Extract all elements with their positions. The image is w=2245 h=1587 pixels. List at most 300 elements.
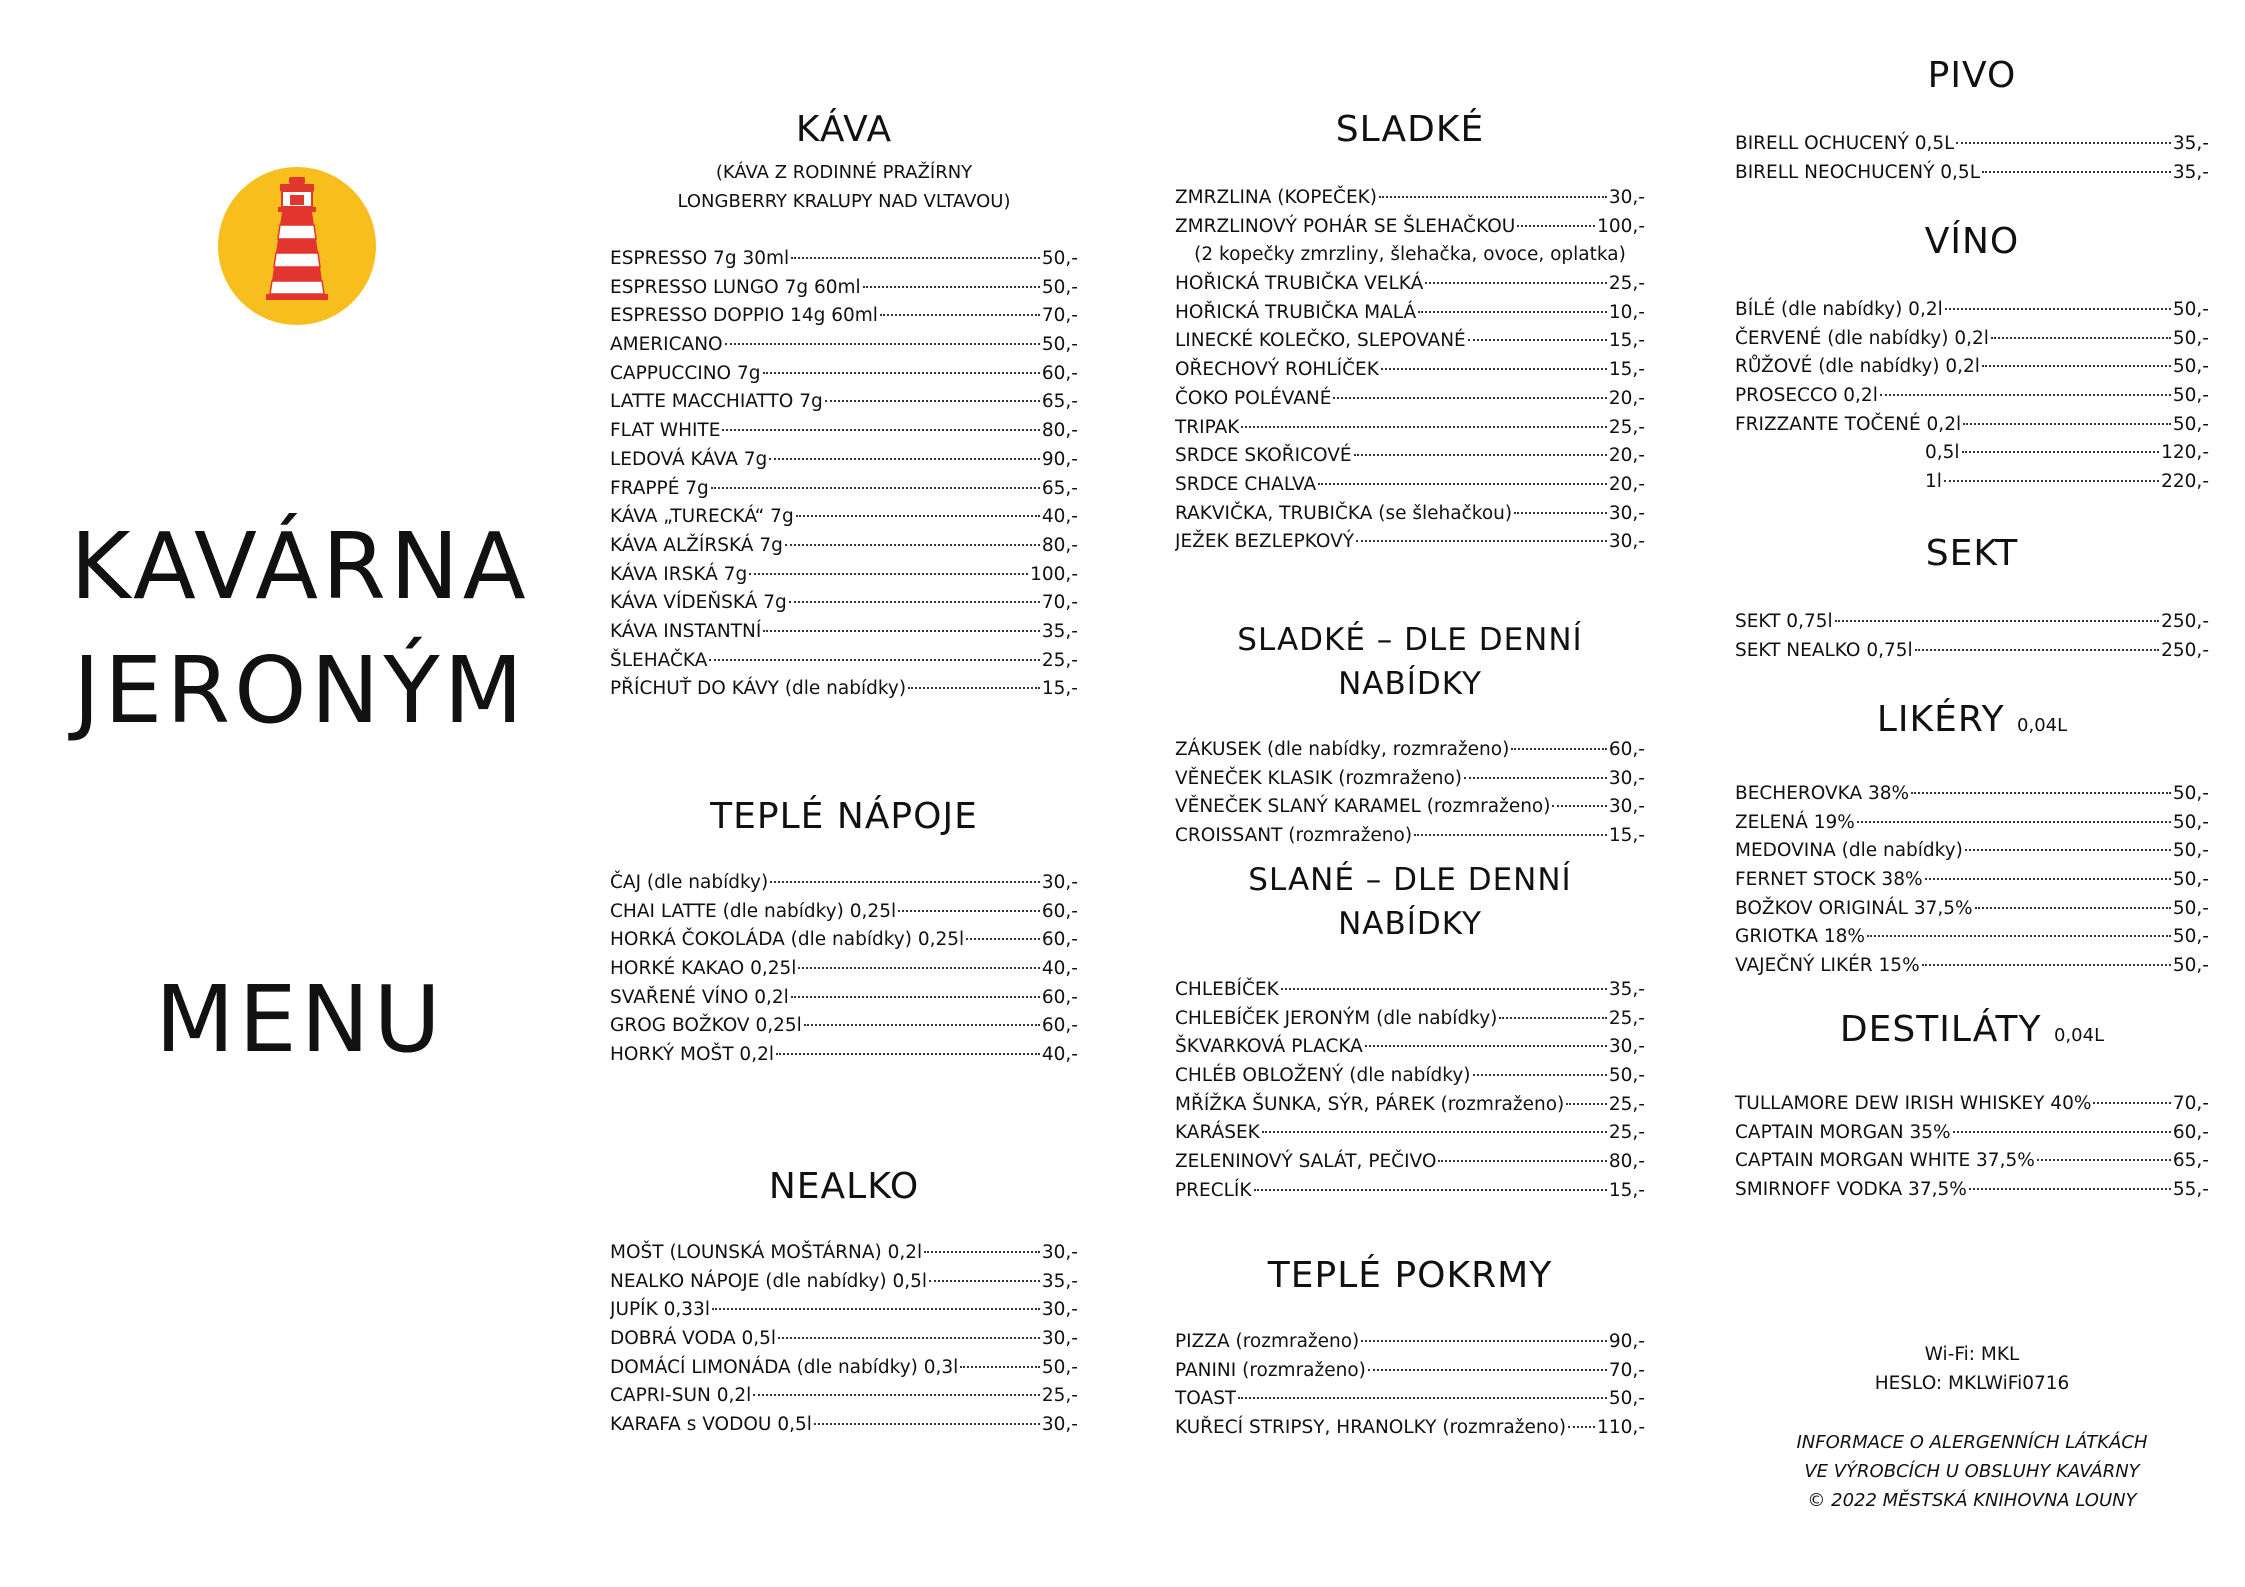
item-list <box>1735 780 2209 981</box>
menu-item <box>1175 385 1645 414</box>
item-price: 15,- <box>1041 678 1078 700</box>
dot-leader <box>1418 311 1607 313</box>
section-title: TEPLÉ POKRMY <box>1267 1255 1553 1296</box>
menu-item <box>1175 442 1645 471</box>
item-name: HORKÝ MOŠT 0,2l <box>610 1044 774 1066</box>
cafe-name-line2: JERONÝM <box>73 637 527 744</box>
dot-leader <box>1379 196 1607 198</box>
menu-item <box>610 1411 1078 1440</box>
item-price: 30,- <box>1041 1242 1078 1263</box>
menu-heading: MENU <box>155 966 445 1073</box>
dot-leader <box>1511 748 1607 750</box>
menu-item <box>1735 637 2209 666</box>
section-sladke-denni <box>1175 618 1645 851</box>
menu-item <box>610 532 1078 561</box>
menu-item <box>1175 1062 1645 1091</box>
item-price: 80,- <box>1041 420 1078 442</box>
item-list <box>1735 130 2209 187</box>
dot-leader <box>1975 907 2171 909</box>
item-price: 20,- <box>1608 387 1645 409</box>
menu-item <box>610 1354 1078 1383</box>
item-price: 50,- <box>2172 811 2209 833</box>
dot-leader <box>966 938 1040 940</box>
dot-leader <box>1425 282 1607 284</box>
item-price: 30,- <box>1608 531 1645 553</box>
copyright: © 2022 MĚSTSKÁ KNIHOVNA LOUNY <box>1807 1490 2137 1511</box>
menu-item <box>1175 528 1645 557</box>
item-name: TOAST <box>1175 1388 1237 1410</box>
section-title: VÍNO <box>1924 221 2020 262</box>
section-title: PIVO <box>1927 55 2017 96</box>
menu-item <box>610 1382 1078 1411</box>
menu-item <box>610 417 1078 446</box>
dot-leader <box>798 967 1039 969</box>
menu-item <box>610 475 1078 504</box>
dot-leader <box>1953 1131 2171 1133</box>
item-price: 50,- <box>1608 1388 1645 1410</box>
item-name: CROISSANT (rozmraženo) <box>1175 825 1413 847</box>
item-name: ČERVENÉ (dle nabídky) 0,2l <box>1735 327 1989 349</box>
item-name: ŠKVARKOVÁ PLACKA <box>1175 1036 1363 1058</box>
item-list <box>1175 736 1645 851</box>
menu-item <box>1735 382 2209 411</box>
menu-item <box>1735 1119 2209 1148</box>
item-price: 120,- <box>2161 442 2209 464</box>
section-title <box>1735 1008 2209 1058</box>
dot-leader <box>1281 988 1607 990</box>
item-name: BÍLÉ (dle nabídky) 0,2l <box>1735 299 1943 320</box>
item-price: 70,- <box>1608 1359 1645 1381</box>
dot-leader <box>1468 339 1607 341</box>
item-name: KÁVA „TURECKÁ“ 7g <box>610 506 794 528</box>
item-price: 250,- <box>2161 639 2209 661</box>
dot-leader <box>863 286 1040 288</box>
menu-item <box>1735 353 2209 382</box>
dot-leader <box>1925 878 2171 880</box>
dot-leader <box>1356 540 1607 542</box>
item-price: 65,- <box>2172 1150 2209 1172</box>
item-name: DOMÁCÍ LIMONÁDA (dle nabídky) 0,3l <box>610 1356 959 1378</box>
item-price: 20,- <box>1608 445 1645 467</box>
item-price: 25,- <box>1608 273 1645 295</box>
item-name: HOŘICKÁ TRUBIČKA VELKÁ <box>1175 273 1424 295</box>
dot-leader <box>749 573 1028 575</box>
item-name: PIZZA (rozmraženo) <box>1175 1331 1360 1352</box>
menu-item <box>1175 1005 1645 1034</box>
section-sladke <box>1175 108 1645 557</box>
item-name: CAPTAIN MORGAN 35% <box>1735 1121 1951 1143</box>
dot-leader <box>1956 142 2170 144</box>
item-name: PŘÍCHUŤ DO KÁVY (dle nabídky) <box>610 678 907 700</box>
menu-item <box>610 1012 1078 1041</box>
item-name: GROG BOŽKOV 0,25l <box>610 1015 802 1037</box>
wifi-password: HESLO: MKLWiFi0716 <box>1874 1373 2070 1394</box>
menu-item <box>1175 1148 1645 1177</box>
item-name: KARÁSEK <box>1175 1122 1260 1144</box>
menu-item <box>1175 822 1645 851</box>
dot-leader <box>1982 365 2171 367</box>
item-name: VAJEČNÝ LIKÉR 15% <box>1735 955 1920 977</box>
item-price: 25,- <box>1608 416 1645 438</box>
dot-leader <box>1867 935 2171 937</box>
item-name: RAKVIČKA, TRUBIČKA (se šlehačkou) <box>1175 502 1513 524</box>
item-price: 110,- <box>1597 1417 1645 1439</box>
menu-item <box>610 589 1078 618</box>
menu-item <box>1175 976 1645 1005</box>
item-name: BOŽKOV ORIGINÁL 37,5% <box>1735 897 1973 919</box>
menu-item <box>1175 1177 1645 1206</box>
wifi-network: Wi-Fi: MKL <box>1924 1344 2020 1365</box>
menu-item <box>1175 184 1645 213</box>
item-name: LATTE MACCHIATTO 7g <box>610 391 823 413</box>
section-note <box>610 158 1078 216</box>
menu-item <box>610 1239 1078 1268</box>
item-list <box>1175 976 1645 1206</box>
menu-item <box>610 926 1078 955</box>
item-name: CHAI LATTE (dle nabídky) 0,25l <box>610 900 897 922</box>
item-name: MOŠT (LOUNSKÁ MOŠTÁRNA) 0,2l <box>610 1242 923 1263</box>
item-list <box>610 869 1078 1070</box>
section-title: SLADKÉ – DLE DENNÍ NABÍDKY <box>1237 622 1583 702</box>
dot-leader <box>1991 337 2171 339</box>
dot-leader <box>1922 964 2171 966</box>
item-name: ČAJ (dle nabídky) <box>610 872 769 893</box>
menu-item <box>610 1268 1078 1297</box>
dot-leader <box>960 1366 1040 1368</box>
menu-item <box>1175 299 1645 328</box>
menu-item <box>1175 765 1645 794</box>
dot-leader <box>825 400 1040 402</box>
item-price: 60,- <box>1041 929 1078 951</box>
item-list <box>1735 608 2209 665</box>
section-teple-napoje <box>610 795 1078 1070</box>
item-list <box>1735 1090 2209 1205</box>
dot-leader <box>1414 834 1607 836</box>
menu-item <box>1735 866 2209 895</box>
menu-item <box>610 618 1078 647</box>
item-price: 65,- <box>1041 477 1078 499</box>
item-price: 30,- <box>1041 1299 1078 1321</box>
footer-line: INFORMACE O ALERGENNÍCH LÁTKÁCH <box>1796 1432 2148 1453</box>
item-price: 50,- <box>1041 248 1078 269</box>
item-list <box>610 245 1078 704</box>
item-price: 50,- <box>1041 334 1078 356</box>
menu-item <box>1175 1385 1645 1414</box>
item-price: 30,- <box>1041 1328 1078 1350</box>
menu-item <box>610 869 1078 898</box>
footer-line: VE VÝROBCÍCH U OBSLUHY KAVÁRNY <box>1804 1461 2140 1482</box>
menu-item <box>610 245 1078 274</box>
item-name: PROSECCO 0,2l <box>1735 385 1878 407</box>
item-name: BIRELL NEOCHUCENÝ 0,5L <box>1735 161 1980 183</box>
item-name: ZELENINOVÝ SALÁT, PEČIVO <box>1175 1151 1437 1173</box>
dot-leader <box>1514 512 1607 514</box>
item-name: KUŘECÍ STRIPSY, HRANOLKY (rozmraženo) <box>1175 1417 1567 1439</box>
item-name: HORKÉ KAKAO 0,25l <box>610 958 797 980</box>
dot-leader <box>776 1053 1040 1055</box>
item-name: FRAPPÉ 7g <box>610 477 709 499</box>
menu-item <box>1735 952 2209 981</box>
item-name: PANINI (rozmraženo) <box>1175 1359 1366 1381</box>
item-price: 25,- <box>1041 1385 1078 1407</box>
menu-item <box>1735 809 2209 838</box>
menu-item <box>1735 837 2209 866</box>
menu-item <box>1175 414 1645 443</box>
dot-leader <box>924 1251 1040 1253</box>
dot-leader <box>1381 368 1607 370</box>
menu-item <box>1175 356 1645 385</box>
item-name: DOBRÁ VODA 0,5l <box>610 1328 777 1350</box>
item-price: 15,- <box>1608 1179 1645 1201</box>
dot-leader <box>1238 1397 1607 1399</box>
dot-leader <box>1361 1340 1607 1342</box>
item-price: 50,- <box>2172 783 2209 804</box>
item-name: CHLÉB OBLOŽENÝ (dle nabídky) <box>1175 1065 1471 1087</box>
item-price: 50,- <box>1041 1356 1078 1378</box>
menu-item <box>1735 439 2209 468</box>
item-price: 35,- <box>1608 979 1645 1000</box>
menu-item <box>1735 895 2209 924</box>
item-price: 100,- <box>1030 563 1078 585</box>
dot-leader <box>1969 1188 2171 1190</box>
item-name: ZÁKUSEK (dle nabídky, rozmraženo) <box>1175 739 1510 760</box>
item-name: ZMRZLINOVÝ POHÁR SE ŠLEHAČKOU <box>1175 215 1516 237</box>
dot-leader <box>929 1280 1040 1282</box>
item-price: 50,- <box>1041 276 1078 298</box>
item-name: CAPTAIN MORGAN WHITE 37,5% <box>1735 1150 2035 1172</box>
section-teple-pokrmy <box>1175 1254 1645 1443</box>
item-price: 15,- <box>1608 330 1645 352</box>
dot-leader <box>1473 1074 1607 1076</box>
menu-item <box>1175 500 1645 529</box>
item-price: 40,- <box>1041 958 1078 980</box>
item-name: MŘÍŽKA ŠUNKA, SÝR, PÁREK (rozmraženo) <box>1175 1093 1565 1115</box>
item-price: 30,- <box>1608 767 1645 789</box>
item-name: VĚNEČEK KLASIK (rozmraženo) <box>1175 767 1462 789</box>
menu-item <box>1175 736 1645 765</box>
dot-leader <box>763 372 1040 374</box>
section-slane-denni <box>1175 858 1645 1206</box>
item-name: KÁVA IRSKÁ 7g <box>610 563 748 585</box>
dot-leader <box>1438 1160 1606 1162</box>
menu-item <box>1735 325 2209 354</box>
note-line: LONGBERRY KRALUPY NAD VLTAVOU) <box>677 191 1011 212</box>
dot-leader <box>1880 394 2171 396</box>
item-name: FLAT WHITE <box>610 420 721 442</box>
dot-leader <box>1517 225 1595 227</box>
item-name: ZMRZLINA (KOPEČEK) <box>1175 187 1378 208</box>
dot-leader <box>1945 308 2171 310</box>
item-name: KÁVA VÍDEŇSKÁ 7g <box>610 592 787 614</box>
section-title: SLADKÉ <box>1335 109 1485 150</box>
section-title: TEPLÉ NÁPOJE <box>710 796 978 837</box>
item-price: 60,- <box>1041 362 1078 384</box>
item-price: 50,- <box>2172 356 2209 378</box>
section-nealko <box>610 1165 1078 1440</box>
menu-item <box>1735 411 2209 440</box>
item-price: 50,- <box>2172 926 2209 948</box>
item-price: 50,- <box>2172 955 2209 977</box>
dot-leader <box>1944 480 2159 482</box>
item-name: SRDCE CHALVA <box>1175 473 1317 495</box>
item-price: 25,- <box>1608 1122 1645 1144</box>
item-list <box>610 1239 1078 1440</box>
section-title-unit: 0,04L <box>2017 715 2068 736</box>
item-price: 35,- <box>1041 1270 1078 1292</box>
item-name: HOŘICKÁ TRUBIČKA MALÁ <box>1175 301 1417 323</box>
item-price: 25,- <box>1608 1007 1645 1029</box>
item-price: 30,- <box>1041 1414 1078 1436</box>
menu-item <box>1175 1414 1645 1443</box>
item-price: 80,- <box>1041 534 1078 556</box>
section-title: KÁVA <box>795 109 893 150</box>
item-name: SRDCE SKOŘICOVÉ <box>1175 445 1352 467</box>
dot-leader <box>712 1308 1040 1310</box>
item-price: 50,- <box>1608 1065 1645 1087</box>
item-name: ZELENÁ 19% <box>1735 811 1855 833</box>
item-price: 60,- <box>1041 900 1078 922</box>
menu-item <box>610 446 1078 475</box>
item-price: 35,- <box>1041 620 1078 642</box>
item-name: JUPÍK 0,33l <box>610 1299 710 1321</box>
menu-item <box>1735 1176 2209 1205</box>
menu-item <box>1735 159 2209 188</box>
dot-leader <box>709 659 1040 661</box>
dot-leader <box>1464 777 1607 779</box>
item-price: 40,- <box>1041 1044 1078 1066</box>
menu-item <box>1175 1119 1645 1148</box>
item-name: VĚNEČEK SLANÝ KARAMEL (rozmraženo) <box>1175 796 1551 818</box>
dot-leader <box>1982 171 2171 173</box>
item-price: 35,- <box>2172 133 2209 154</box>
item-price: 30,- <box>1041 872 1078 893</box>
dot-leader <box>789 601 1040 603</box>
item-price: 70,- <box>1041 592 1078 614</box>
allergen-footer <box>1735 1428 2209 1515</box>
item-name: SVAŘENÉ VÍNO 0,2l <box>610 986 789 1008</box>
item-price: 10,- <box>1608 301 1645 323</box>
item-name: AMERICANO <box>610 334 723 356</box>
item-price: 15,- <box>1608 825 1645 847</box>
item-name: SMIRNOFF VODKA 37,5% <box>1735 1179 1967 1201</box>
dot-leader <box>1962 451 2160 453</box>
item-name: SEKT 0,75l <box>1735 611 1833 632</box>
cafe-name-line1: KAVÁRNA <box>70 513 530 620</box>
dot-leader <box>763 630 1040 632</box>
dot-leader <box>1835 620 2159 622</box>
item-name: PRECLÍK <box>1175 1179 1252 1201</box>
menu-item <box>1175 1357 1645 1386</box>
item-price: 25,- <box>1041 649 1078 671</box>
item-price: 50,- <box>2172 327 2209 349</box>
item-name: KÁVA INSTANTNÍ <box>610 620 762 642</box>
dot-leader <box>785 544 1040 546</box>
dot-leader <box>1857 821 2171 823</box>
dot-leader <box>1965 849 2171 851</box>
menu-item <box>1735 296 2209 325</box>
item-price: 15,- <box>1608 359 1645 381</box>
menu-item <box>1735 1090 2209 1119</box>
item-name: LINECKÉ KOLEČKO, SLEPOVANÉ <box>1175 330 1466 352</box>
dot-leader <box>769 458 1040 460</box>
item-price: 80,- <box>1608 1151 1645 1173</box>
item-name: GRIOTKA 18% <box>1735 926 1865 948</box>
menu-item <box>1735 780 2209 809</box>
section-title: NEALKO <box>768 1166 920 1207</box>
item-name: LEDOVÁ KÁVA 7g <box>610 448 768 470</box>
menu-item <box>1175 793 1645 822</box>
menu-item <box>610 302 1078 331</box>
menu-item <box>610 1041 1078 1070</box>
section-title-text: DESTILÁTY <box>1839 1009 2042 1050</box>
item-price: 40,- <box>1041 506 1078 528</box>
dot-leader <box>725 343 1040 345</box>
item-name: HORKÁ ČOKOLÁDA (dle nabídky) 0,25l <box>610 929 965 951</box>
item-name: 0,5l <box>1925 442 1960 464</box>
dot-leader <box>1262 1131 1607 1133</box>
menu-item <box>1175 1091 1645 1120</box>
menu-item <box>610 274 1078 303</box>
item-name: SEKT NEALKO 0,75l <box>1735 639 1913 661</box>
item-name: CAPRI-SUN 0,2l <box>610 1385 752 1407</box>
item-price: 50,- <box>2172 840 2209 862</box>
item-price: 20,- <box>1608 473 1645 495</box>
item-name: ESPRESSO 7g 30ml <box>610 248 790 269</box>
item-list <box>1175 1328 1645 1443</box>
dot-leader <box>1552 805 1606 807</box>
menu-item <box>1735 130 2209 159</box>
menu-item <box>610 984 1078 1013</box>
menu-item <box>1175 1033 1645 1062</box>
menu-item <box>1735 468 2209 497</box>
dot-leader <box>770 881 1040 883</box>
item-name: ŠLEHAČKA <box>610 649 708 671</box>
item-price: 35,- <box>2172 161 2209 183</box>
item-name: KÁVA ALŽÍRSKÁ 7g <box>610 534 783 556</box>
item-price: 90,- <box>1608 1331 1645 1352</box>
section-destilaty <box>1735 1008 2209 1205</box>
item-name: KARAFA s VODOU 0,5l <box>610 1414 812 1436</box>
item-name: BECHEROVKA 38% <box>1735 783 1910 804</box>
item-list <box>1735 296 2209 497</box>
item-price: 70,- <box>2172 1093 2209 1114</box>
cafe-name <box>40 505 560 753</box>
dot-leader <box>908 687 1040 689</box>
item-price: 60,- <box>1041 1015 1078 1037</box>
menu-item <box>1175 1328 1645 1357</box>
dot-leader <box>1568 1426 1595 1428</box>
item-name: CHLEBÍČEK <box>1175 979 1279 1000</box>
dot-leader <box>2093 1102 2170 1104</box>
item-price: 30,- <box>1608 502 1645 524</box>
dot-leader <box>1963 423 2171 425</box>
section-title <box>1735 698 2209 748</box>
item-name: ESPRESSO DOPPIO 14g 60ml <box>610 305 878 327</box>
dot-leader <box>1911 792 2171 794</box>
item-price: 100,- <box>1597 215 1645 237</box>
menu-item <box>1735 1147 2209 1176</box>
item-name: MEDOVINA (dle nabídky) <box>1735 840 1963 862</box>
item-price: 50,- <box>2172 299 2209 320</box>
menu-item <box>1175 241 1645 270</box>
dot-leader <box>880 314 1040 316</box>
dot-leader <box>1254 1189 1607 1191</box>
menu-item <box>1175 471 1645 500</box>
dot-leader <box>791 257 1040 259</box>
section-title: SEKT <box>1925 533 2019 574</box>
item-price: 50,- <box>2172 413 2209 435</box>
item-price: 220,- <box>2161 471 2209 493</box>
